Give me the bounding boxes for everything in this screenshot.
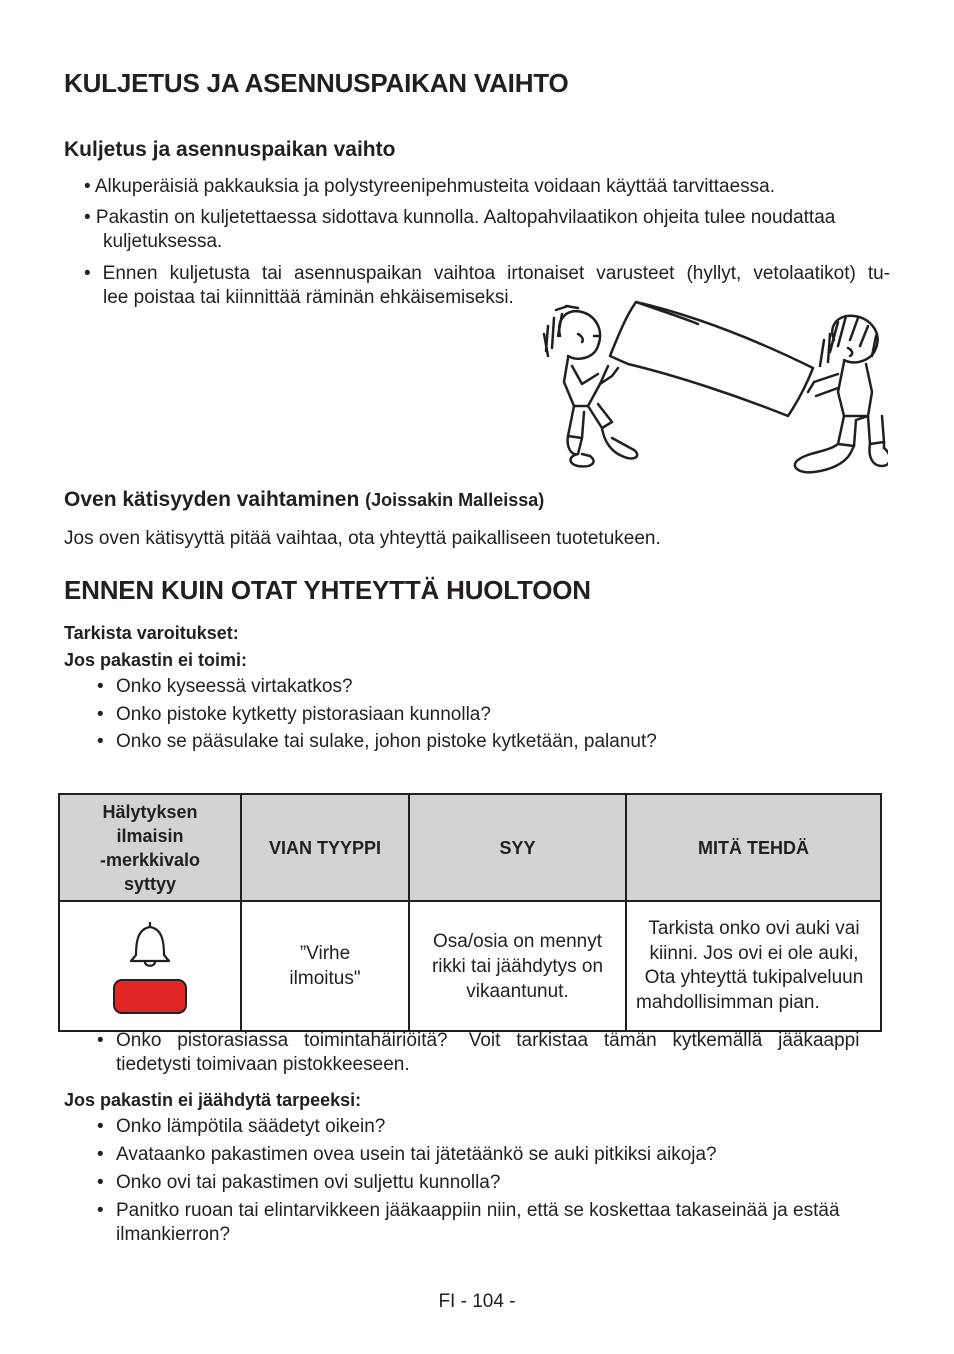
bullet-text: • Pakastin on kuljetettaessa sidottava kunnolla. Aaltopahvilaatikon ohjeita tulee noudattaa xyxy=(84,207,836,228)
bell-icon xyxy=(127,919,173,969)
bullet-text: Onko ovi tai pakastimen ovi suljettu kunnolla? xyxy=(116,1172,501,1193)
door-heading xyxy=(64,488,544,512)
check-warnings-label: Tarkista varoitukset: xyxy=(64,623,239,643)
door-title-suffix: (Joissakin Malleissa) xyxy=(365,490,545,510)
bullet-text: Avataanko pakastimen ovea usein tai jätetäänkö se auki pitkiksi aikoja? xyxy=(116,1144,717,1165)
indicator-cell xyxy=(59,901,241,1031)
not-working-label: Jos pakastin ei toimi: xyxy=(64,650,248,670)
bullet-text-cont: ilmankierron? xyxy=(116,1224,231,1245)
door-text: Jos oven kätisyyttä pitää vaihtaa, ota yhteyttä paikalliseen tuotetukeen. xyxy=(64,528,661,549)
kids-carrying-box-illustration xyxy=(538,296,888,482)
cell-text: rikki tai jäähdytys on xyxy=(431,955,604,977)
section-title-transport: KULJETUS JA ASENNUSPAIKAN VAIHTO xyxy=(64,68,569,98)
cell-text: vikaantunut. xyxy=(466,980,569,1002)
bullet-text: Onko pistorasiassa toimintahäiriöitä? Voit tarkistaa tämän kytkemällä jääkaappi xyxy=(116,1030,860,1051)
header-cause: SYY xyxy=(409,794,626,901)
bullet-text-cont: lee poistaa tai kiinnittää räminän ehkäisemiseksi. xyxy=(103,287,514,308)
section-title-service: ENNEN KUIN OTAT YHTEYTTÄ HUOLTOON xyxy=(64,575,591,605)
alarm-indicator-light xyxy=(113,979,187,1014)
table-row xyxy=(59,901,881,1031)
header-text: -merkkivalo xyxy=(99,849,201,870)
bullet-text: Onko lämpötila säädetyt oikein? xyxy=(116,1116,386,1137)
cell-text: ilmoitus" xyxy=(289,968,361,989)
cause-cell xyxy=(409,901,626,1031)
header-indicator xyxy=(59,794,241,901)
table-header-row xyxy=(59,794,881,901)
subtitle-transport: Kuljetus ja asennuspaikan vaihto xyxy=(64,138,396,161)
bullet-text: • Alkuperäisiä pakkauksia ja polystyreenipehmusteita voidaan käyttää tarvittaessa. xyxy=(84,176,776,197)
header-text: ilmaisin xyxy=(116,825,184,846)
action-cell: Tarkista onko ovi auki vai kiinni. Jos ovi ei ole auki, Ota yhteyttä tukipalveluun mahdollisimman pian. xyxy=(626,901,881,1031)
bullet-text: Onko kyseessä virtakatkos? xyxy=(116,676,353,697)
alarm-table xyxy=(58,793,882,1032)
header-text: syttyy xyxy=(123,873,177,894)
cell-text: Osa/osia on mennyt xyxy=(433,930,602,952)
fault-type-cell xyxy=(241,901,409,1031)
bullet-text: Onko se pääsulake tai sulake, johon pistoke kytketään, palanut? xyxy=(116,731,657,752)
header-action: MITÄ TEHDÄ xyxy=(626,794,881,901)
not-cooling-label: Jos pakastin ei jäähdytä tarpeeksi: xyxy=(64,1090,362,1110)
list-item xyxy=(84,206,894,254)
bullet-text: • Ennen kuljetusta tai asennuspaikan vaihtoa irtonaiset varusteet (hyllyt, vetolaatikot) tu- xyxy=(84,263,890,284)
bullet-text-cont: tiedetysti toimivaan pistokkeeseen. xyxy=(116,1054,410,1075)
list-item xyxy=(84,175,775,199)
page-number: FI - 104 - xyxy=(438,1291,516,1312)
cell-text: ”Virhe xyxy=(299,943,351,964)
bullet-text: Onko pistoke kytketty pistorasiaan kunnolla? xyxy=(116,704,491,725)
door-title: Oven kätisyyden vaihtaminen xyxy=(64,488,360,511)
bullet-text: Panitko ruoan tai elintarvikkeen jääkaappiin niin, että se koskettaa takaseinää ja estää xyxy=(116,1200,840,1221)
header-text: Hälytyksen xyxy=(102,801,198,822)
header-fault-type: VIAN TYYPPI xyxy=(241,794,409,901)
bullet-text-cont: kuljetuksessa. xyxy=(103,231,223,252)
